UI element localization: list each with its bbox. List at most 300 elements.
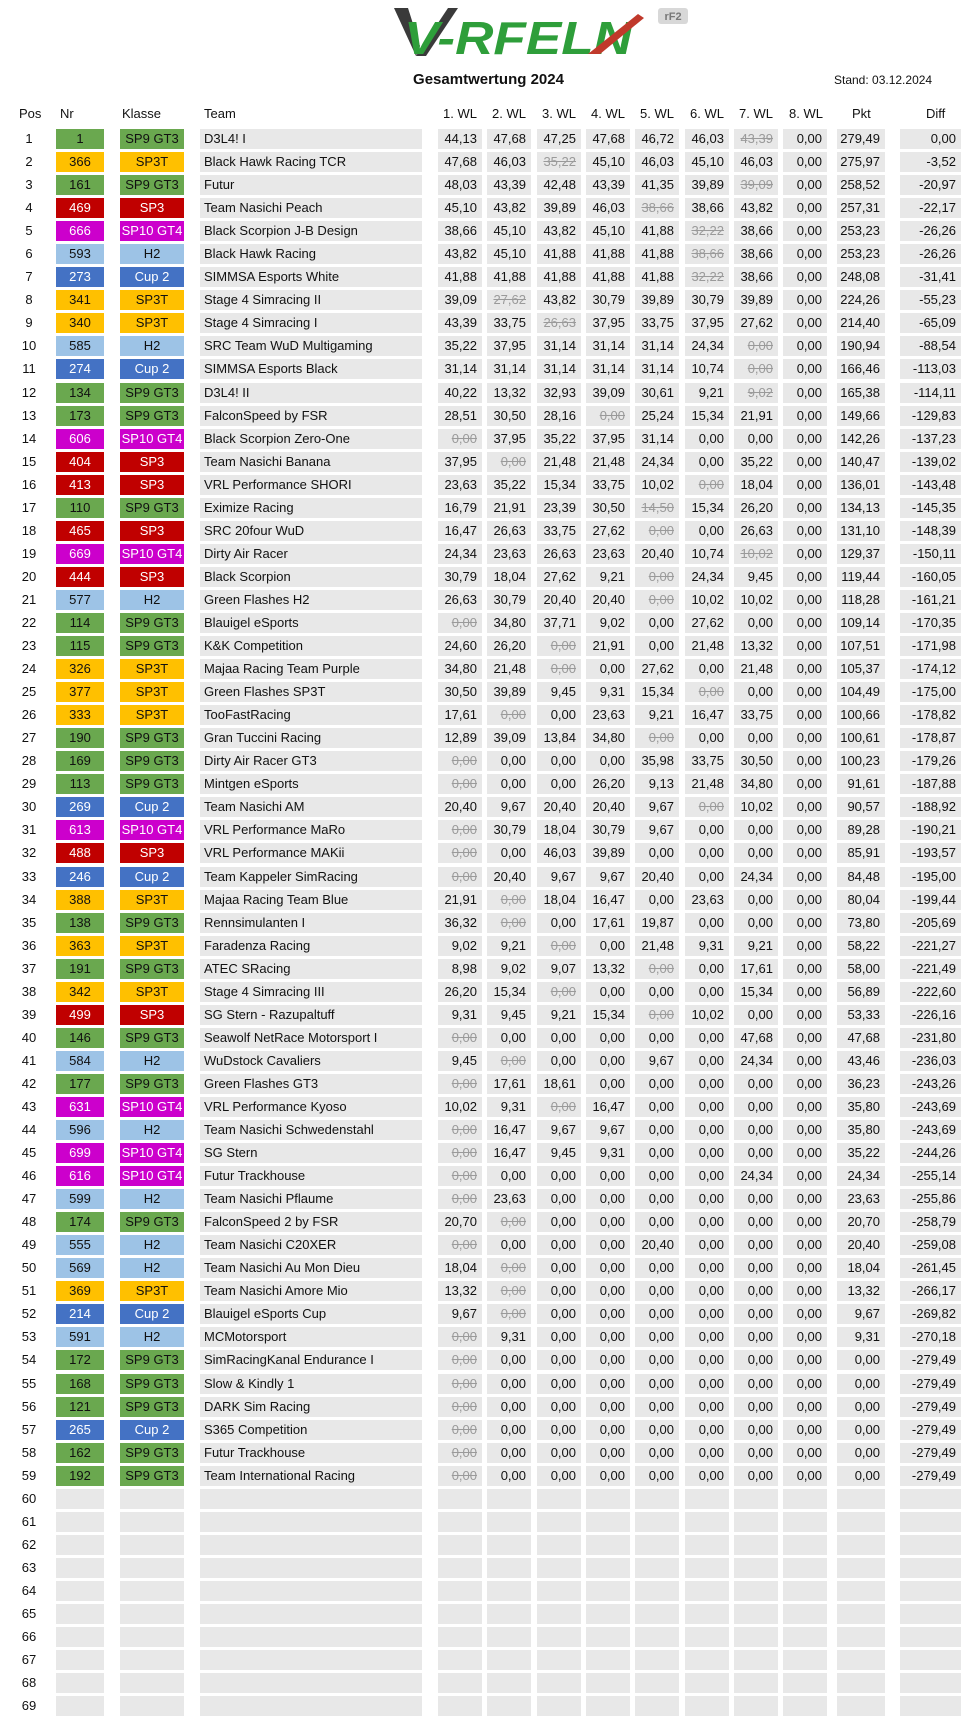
dropped-result-cell: 0,00 — [734, 336, 778, 356]
race-result-cell: 0,00 — [783, 1235, 827, 1255]
position-cell: 68 — [21, 1675, 37, 1691]
team-name-cell: Team Nasichi Au Mon Dieu — [200, 1258, 422, 1278]
dropped-result-cell: 0,00 — [438, 1327, 482, 1347]
race-result-cell: 31,14 — [438, 359, 482, 379]
race-result-cell: 0,00 — [783, 1143, 827, 1163]
race-result-cell — [783, 1627, 827, 1647]
race-result-cell: 0,00 — [783, 221, 827, 241]
race-result-cell: 38,66 — [734, 221, 778, 241]
team-name-cell — [200, 1512, 422, 1532]
race-result-cell: 15,34 — [685, 498, 729, 518]
car-number-cell: 326 — [56, 659, 104, 679]
class-badge: SP9 GT3 — [120, 613, 184, 633]
class-badge: SP9 GT3 — [120, 1074, 184, 1094]
race-result-cell: 9,45 — [734, 567, 778, 587]
team-name-cell: SimRacingKanal Endurance I — [200, 1350, 422, 1370]
position-cell: 20 — [21, 568, 37, 584]
race-result-cell: 0,00 — [586, 1258, 630, 1278]
race-result-cell: 12,89 — [438, 728, 482, 748]
diff-cell: -171,98 — [900, 636, 961, 656]
race-result-cell: 37,95 — [586, 429, 630, 449]
dropped-result-cell: 0,00 — [438, 751, 482, 771]
dropped-result-cell: 0,00 — [635, 521, 679, 541]
car-number-cell: 138 — [56, 913, 104, 933]
race-result-cell — [783, 1604, 827, 1624]
race-result-cell: 0,00 — [537, 774, 581, 794]
team-name-cell: Stage 4 Simracing III — [200, 982, 422, 1002]
position-cell: 9 — [25, 315, 33, 331]
diff-cell: -178,87 — [900, 728, 961, 748]
position-cell: 21 — [21, 591, 37, 607]
race-result-cell: 0,00 — [586, 659, 630, 679]
race-result-cell: 0,00 — [734, 728, 778, 748]
diff-cell — [900, 1650, 961, 1670]
race-result-cell: 0,00 — [734, 913, 778, 933]
points-cell: 129,37 — [837, 544, 885, 564]
points-cell — [837, 1489, 885, 1509]
points-cell: 56,89 — [837, 982, 885, 1002]
race-result-cell: 24,34 — [734, 867, 778, 887]
race-result-cell: 0,00 — [487, 774, 531, 794]
table-row — [0, 1051, 977, 1074]
race-result-cell: 23,63 — [586, 544, 630, 564]
race-result-cell: 0,00 — [635, 613, 679, 633]
team-name-cell: SIMMSA Esports White — [200, 267, 422, 287]
race-result-cell: 26,63 — [537, 544, 581, 564]
race-result-cell: 21,91 — [734, 406, 778, 426]
points-cell: 107,51 — [837, 636, 885, 656]
class-badge: SP10 GT4 — [120, 221, 184, 241]
race-result-cell: 0,00 — [783, 843, 827, 863]
class-badge: SP3T — [120, 682, 184, 702]
class-badge — [120, 1604, 184, 1624]
race-result-cell: 0,00 — [734, 1304, 778, 1324]
points-cell: 253,23 — [837, 221, 885, 241]
team-name-cell: Stage 4 Simracing II — [200, 290, 422, 310]
race-result-cell: 35,98 — [635, 751, 679, 771]
race-result-cell — [635, 1627, 679, 1647]
race-result-cell: 34,80 — [487, 613, 531, 633]
race-result-cell: 0,00 — [635, 843, 679, 863]
team-name-cell: Black Scorpion — [200, 567, 422, 587]
position-cell: 47 — [21, 1191, 37, 1207]
race-result-cell: 26,63 — [438, 590, 482, 610]
race-result-cell: 0,00 — [783, 1051, 827, 1071]
race-result-cell: 9,02 — [487, 959, 531, 979]
race-result-cell: 33,75 — [586, 475, 630, 495]
race-result-cell: 38,66 — [734, 267, 778, 287]
race-result-cell: 0,00 — [586, 1304, 630, 1324]
race-result-cell: 9,07 — [537, 959, 581, 979]
diff-cell: -226,16 — [900, 1005, 961, 1025]
dropped-result-cell: 0,00 — [537, 636, 581, 656]
class-badge — [120, 1673, 184, 1693]
race-result-cell: 0,00 — [487, 1028, 531, 1048]
race-result-cell: 46,03 — [537, 843, 581, 863]
table-row — [0, 383, 977, 406]
race-result-cell: 9,67 — [635, 1051, 679, 1071]
race-result-cell: 41,88 — [635, 267, 679, 287]
diff-cell: -243,69 — [900, 1097, 961, 1117]
class-badge — [120, 1696, 184, 1716]
table-row — [0, 129, 977, 152]
race-result-cell: 46,03 — [685, 129, 729, 149]
diff-cell: -20,97 — [900, 175, 961, 195]
position-cell: 63 — [21, 1559, 37, 1575]
car-number-cell — [56, 1512, 104, 1532]
diff-cell: -175,00 — [900, 682, 961, 702]
race-result-cell: 0,00 — [783, 797, 827, 817]
race-result-cell: 0,00 — [783, 705, 827, 725]
table-header — [0, 106, 977, 124]
position-cell: 45 — [21, 1145, 37, 1161]
race-result-cell — [685, 1535, 729, 1555]
car-number-cell: 577 — [56, 590, 104, 610]
race-result-cell: 0,00 — [635, 1143, 679, 1163]
points-cell: 248,08 — [837, 267, 885, 287]
race-result-cell: 34,80 — [586, 728, 630, 748]
race-result-cell: 0,00 — [685, 521, 729, 541]
race-result-cell: 0,00 — [685, 452, 729, 472]
race-result-cell: 0,00 — [487, 1350, 531, 1370]
team-name-cell: Rennsimulanten I — [200, 913, 422, 933]
car-number-cell — [56, 1604, 104, 1624]
race-result-cell: 0,00 — [635, 1028, 679, 1048]
position-cell: 67 — [21, 1652, 37, 1668]
points-cell: 190,94 — [837, 336, 885, 356]
car-number-cell: 341 — [56, 290, 104, 310]
race-result-cell: 0,00 — [783, 1189, 827, 1209]
race-result-cell: 0,00 — [685, 820, 729, 840]
race-result-cell: 0,00 — [783, 1443, 827, 1463]
car-number-cell: 115 — [56, 636, 104, 656]
position-cell: 58 — [21, 1444, 37, 1460]
col-wl6: 6. WL — [690, 106, 724, 121]
race-result-cell: 0,00 — [685, 1166, 729, 1186]
points-cell — [837, 1604, 885, 1624]
team-name-cell: Mintgen eSports — [200, 774, 422, 794]
race-result-cell: 0,00 — [487, 751, 531, 771]
class-badge: SP3 — [120, 1005, 184, 1025]
table-row — [0, 290, 977, 313]
race-result-cell: 0,00 — [734, 1005, 778, 1025]
race-result-cell — [685, 1627, 729, 1647]
position-cell: 66 — [21, 1629, 37, 1645]
race-result-cell: 0,00 — [487, 1235, 531, 1255]
race-result-cell: 39,89 — [635, 290, 679, 310]
race-result-cell: 37,95 — [438, 452, 482, 472]
dropped-result-cell: 0,00 — [487, 913, 531, 933]
race-result-cell — [685, 1558, 729, 1578]
race-result-cell — [586, 1489, 630, 1509]
race-result-cell: 27,62 — [586, 521, 630, 541]
race-result-cell: 0,00 — [734, 820, 778, 840]
race-result-cell: 0,00 — [734, 890, 778, 910]
position-cell: 50 — [21, 1260, 37, 1276]
stand-date: Stand: 03.12.2024 — [834, 73, 933, 87]
position-cell: 36 — [21, 937, 37, 953]
diff-cell: -279,49 — [900, 1397, 961, 1417]
points-cell: 100,23 — [837, 751, 885, 771]
race-result-cell: 23,63 — [685, 890, 729, 910]
class-badge: SP9 GT3 — [120, 636, 184, 656]
race-result-cell: 0,00 — [685, 1281, 729, 1301]
race-result-cell: 16,47 — [586, 1097, 630, 1117]
table-row — [0, 613, 977, 636]
table-row — [0, 820, 977, 843]
race-result-cell: 35,22 — [487, 475, 531, 495]
diff-cell: -148,39 — [900, 521, 961, 541]
standings-table — [0, 129, 977, 1719]
points-cell: 224,26 — [837, 290, 885, 310]
dropped-result-cell: 0,00 — [487, 1281, 531, 1301]
race-result-cell: 0,00 — [537, 1466, 581, 1486]
race-result-cell: 0,00 — [783, 429, 827, 449]
race-result-cell: 0,00 — [783, 313, 827, 333]
diff-cell: -31,41 — [900, 267, 961, 287]
table-row — [0, 1604, 977, 1627]
points-cell: 253,23 — [837, 244, 885, 264]
points-cell: 258,52 — [837, 175, 885, 195]
race-result-cell: 20,40 — [537, 590, 581, 610]
table-row — [0, 1627, 977, 1650]
race-result-cell: 26,20 — [734, 498, 778, 518]
race-result-cell: 0,00 — [487, 1466, 531, 1486]
race-result-cell: 24,60 — [438, 636, 482, 656]
race-result-cell: 31,14 — [487, 359, 531, 379]
diff-cell — [900, 1696, 961, 1716]
race-result-cell: 9,31 — [586, 682, 630, 702]
race-result-cell: 41,88 — [487, 267, 531, 287]
race-result-cell — [438, 1558, 482, 1578]
race-result-cell: 0,00 — [734, 1443, 778, 1463]
race-result-cell — [783, 1650, 827, 1670]
table-row — [0, 429, 977, 452]
race-result-cell — [586, 1650, 630, 1670]
points-cell: 9,67 — [837, 1304, 885, 1324]
race-result-cell: 0,00 — [537, 1166, 581, 1186]
race-result-cell: 26,20 — [438, 982, 482, 1002]
car-number-cell: 192 — [56, 1466, 104, 1486]
class-badge: SP3 — [120, 452, 184, 472]
car-number-cell: 113 — [56, 774, 104, 794]
table-row — [0, 728, 977, 751]
race-result-cell: 20,40 — [635, 1235, 679, 1255]
race-result-cell: 8,98 — [438, 959, 482, 979]
race-result-cell: 0,00 — [635, 982, 679, 1002]
race-result-cell: 0,00 — [783, 959, 827, 979]
car-number-cell: 121 — [56, 1397, 104, 1417]
table-row — [0, 1189, 977, 1212]
race-result-cell: 0,00 — [685, 1397, 729, 1417]
position-cell: 40 — [21, 1029, 37, 1045]
position-cell: 52 — [21, 1306, 37, 1322]
table-row — [0, 751, 977, 774]
position-cell: 7 — [25, 269, 33, 285]
table-row — [0, 152, 977, 175]
table-row — [0, 867, 977, 890]
position-cell: 51 — [21, 1283, 37, 1299]
race-result-cell — [734, 1604, 778, 1624]
race-result-cell: 9,31 — [487, 1327, 531, 1347]
race-result-cell: 0,00 — [783, 336, 827, 356]
col-wl7: 7. WL — [739, 106, 773, 121]
diff-cell: -174,12 — [900, 659, 961, 679]
race-result-cell: 0,00 — [635, 1420, 679, 1440]
diff-cell: -231,80 — [900, 1028, 961, 1048]
race-result-cell: 16,47 — [586, 890, 630, 910]
col-pos: Pos — [19, 106, 42, 121]
class-badge: H2 — [120, 1235, 184, 1255]
points-cell: 35,80 — [837, 1120, 885, 1140]
team-name-cell: DARK Sim Racing — [200, 1397, 422, 1417]
team-name-cell: Black Hawk Racing — [200, 244, 422, 264]
race-result-cell: 0,00 — [783, 659, 827, 679]
race-result-cell: 45,10 — [685, 152, 729, 172]
class-badge: SP9 GT3 — [120, 774, 184, 794]
diff-cell: -221,27 — [900, 936, 961, 956]
team-name-cell: ATEC SRacing — [200, 959, 422, 979]
race-result-cell: 0,00 — [586, 1466, 630, 1486]
points-cell: 104,49 — [837, 682, 885, 702]
race-result-cell — [586, 1512, 630, 1532]
class-badge: H2 — [120, 1189, 184, 1209]
team-name-cell: Green Flashes SP3T — [200, 682, 422, 702]
race-result-cell: 0,00 — [685, 1304, 729, 1324]
race-result-cell: 0,00 — [685, 1350, 729, 1370]
race-result-cell: 0,00 — [685, 1120, 729, 1140]
race-result-cell: 15,34 — [487, 982, 531, 1002]
race-result-cell — [438, 1627, 482, 1647]
class-badge: H2 — [120, 336, 184, 356]
race-result-cell: 0,00 — [635, 890, 679, 910]
team-name-cell: Seawolf NetRace Motorsport I — [200, 1028, 422, 1048]
race-result-cell: 40,22 — [438, 383, 482, 403]
car-number-cell: 666 — [56, 221, 104, 241]
race-result-cell: 20,40 — [586, 797, 630, 817]
race-result-cell — [586, 1558, 630, 1578]
race-result-cell — [438, 1604, 482, 1624]
dropped-result-cell: 0,00 — [438, 1235, 482, 1255]
race-result-cell: 41,88 — [586, 244, 630, 264]
dropped-result-cell: 9,02 — [734, 383, 778, 403]
race-result-cell: 0,00 — [537, 1189, 581, 1209]
race-result-cell: 0,00 — [685, 1143, 729, 1163]
position-cell: 17 — [21, 499, 37, 515]
team-name-cell: VRL Performance SHORI — [200, 475, 422, 495]
position-cell: 61 — [21, 1513, 37, 1529]
diff-cell: -88,54 — [900, 336, 961, 356]
race-result-cell — [734, 1673, 778, 1693]
class-badge: Cup 2 — [120, 797, 184, 817]
table-row — [0, 1558, 977, 1581]
diff-cell: -187,88 — [900, 774, 961, 794]
race-result-cell: 20,40 — [635, 867, 679, 887]
points-cell: 149,66 — [837, 406, 885, 426]
table-row — [0, 567, 977, 590]
race-result-cell: 0,00 — [635, 1374, 679, 1394]
race-result-cell — [586, 1696, 630, 1716]
race-result-cell: 30,50 — [487, 406, 531, 426]
race-result-cell: 15,34 — [685, 406, 729, 426]
team-name-cell: SG Stern — [200, 1143, 422, 1163]
points-cell: 89,28 — [837, 820, 885, 840]
race-result-cell: 0,00 — [685, 959, 729, 979]
race-result-cell: 46,03 — [487, 152, 531, 172]
table-row — [0, 890, 977, 913]
logo-badge: rF2 — [664, 11, 682, 23]
race-result-cell: 0,00 — [783, 1420, 827, 1440]
race-result-cell: 17,61 — [487, 1074, 531, 1094]
race-result-cell: 0,00 — [783, 1005, 827, 1025]
position-cell: 13 — [21, 407, 37, 423]
car-number-cell — [56, 1627, 104, 1647]
race-result-cell: 0,00 — [783, 1166, 827, 1186]
car-number-cell: 413 — [56, 475, 104, 495]
race-result-cell: 10,74 — [685, 544, 729, 564]
race-result-cell: 38,66 — [734, 244, 778, 264]
race-result-cell: 37,95 — [487, 429, 531, 449]
team-name-cell: S365 Competition — [200, 1420, 422, 1440]
race-result-cell: 21,48 — [537, 452, 581, 472]
car-number-cell: 488 — [56, 843, 104, 863]
race-result-cell: 21,48 — [685, 774, 729, 794]
race-result-cell: 21,91 — [438, 890, 482, 910]
position-cell: 56 — [21, 1398, 37, 1414]
car-number-cell — [56, 1581, 104, 1601]
dropped-result-cell: 0,00 — [487, 705, 531, 725]
dropped-result-cell: 0,00 — [438, 843, 482, 863]
race-result-cell: 39,89 — [487, 682, 531, 702]
team-name-cell: FalconSpeed 2 by FSR — [200, 1212, 422, 1232]
race-result-cell: 43,82 — [537, 290, 581, 310]
race-result-cell: 0,00 — [685, 1189, 729, 1209]
col-wl5: 5. WL — [640, 106, 674, 121]
diff-cell: -244,26 — [900, 1143, 961, 1163]
race-result-cell: 33,75 — [537, 521, 581, 541]
race-result-cell: 0,00 — [783, 567, 827, 587]
race-result-cell: 0,00 — [783, 1258, 827, 1278]
race-result-cell: 21,91 — [586, 636, 630, 656]
car-number-cell: 110 — [56, 498, 104, 518]
race-result-cell: 27,62 — [537, 567, 581, 587]
team-name-cell — [200, 1673, 422, 1693]
race-result-cell: 0,00 — [685, 728, 729, 748]
race-result-cell: 47,68 — [487, 129, 531, 149]
race-result-cell: 24,34 — [734, 1166, 778, 1186]
points-cell — [837, 1650, 885, 1670]
table-row — [0, 1281, 977, 1304]
race-result-cell: 43,39 — [586, 175, 630, 195]
race-result-cell — [586, 1604, 630, 1624]
race-result-cell: 28,16 — [537, 406, 581, 426]
team-name-cell — [200, 1650, 422, 1670]
race-result-cell: 31,14 — [635, 336, 679, 356]
race-result-cell: 0,00 — [734, 1374, 778, 1394]
race-result-cell — [438, 1673, 482, 1693]
race-result-cell: 25,24 — [635, 406, 679, 426]
car-number-cell: 168 — [56, 1374, 104, 1394]
table-row — [0, 359, 977, 382]
class-badge: SP3T — [120, 890, 184, 910]
race-result-cell: 20,70 — [438, 1212, 482, 1232]
race-result-cell: 31,14 — [635, 429, 679, 449]
race-result-cell — [487, 1604, 531, 1624]
dropped-result-cell: 26,63 — [537, 313, 581, 333]
race-result-cell — [734, 1650, 778, 1670]
car-number-cell — [56, 1535, 104, 1555]
race-result-cell: 0,00 — [783, 129, 827, 149]
